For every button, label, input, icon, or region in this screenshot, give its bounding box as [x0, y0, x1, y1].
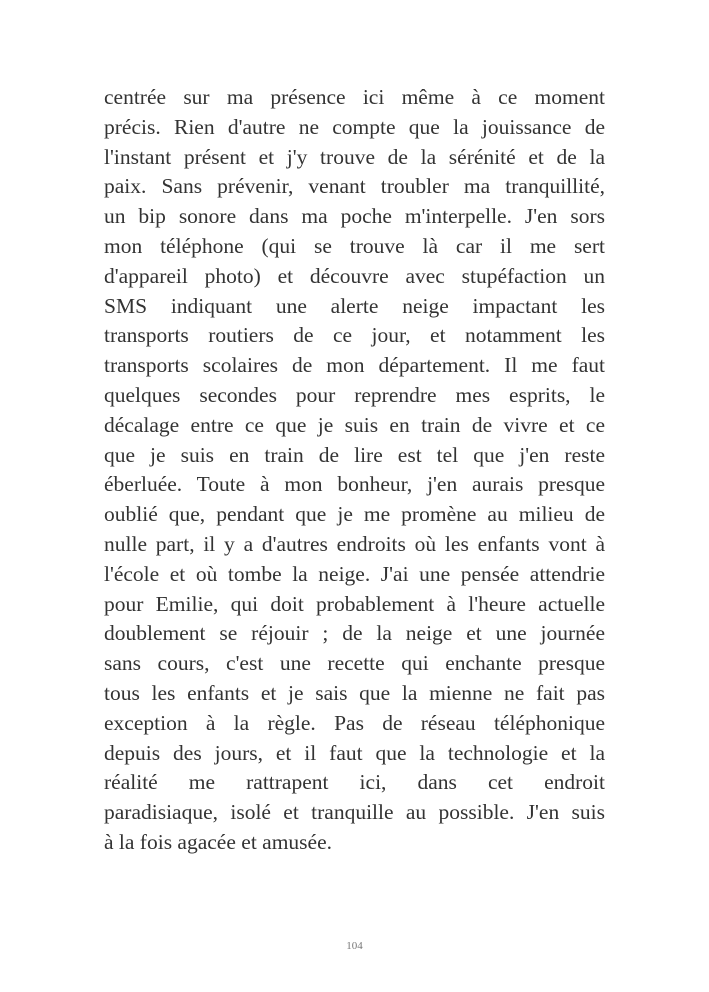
text-line: sans cours, c'est une recette qui enchante presque: [104, 651, 605, 676]
text-line: doublement se réjouir ; de la neige et une journée: [104, 621, 605, 646]
text-line: nulle part, il y a d'autres endroits où les enfants vont à: [104, 531, 605, 556]
text-line: que je suis en train de lire est tel que j'en reste: [104, 442, 605, 467]
text-line: l'école et où tombe la neige. J'ai une pensée attendrie: [104, 561, 605, 586]
body-text: [104, 83, 605, 858]
text-line: oublié que, pendant que je me promène au milieu de: [104, 502, 605, 527]
text-line: précis. Rien d'autre ne compte que la jouissance de: [104, 114, 605, 139]
text-line: quelques secondes pour reprendre mes esprits, le: [104, 382, 605, 407]
text-line: transports scolaires de mon département. Il me faut: [104, 353, 605, 378]
text-line: décalage entre ce que je suis en train de vivre et ce: [104, 412, 605, 437]
text-line: pour Emilie, qui doit probablement à l'heure actuelle: [104, 591, 605, 616]
text-line: l'instant présent et j'y trouve de la sérénité et de la: [104, 144, 605, 169]
text-line: paradisiaque, isolé et tranquille au possible. J'en suis: [104, 800, 605, 825]
text-line-last: à la fois agacée et amusée.: [104, 829, 333, 854]
text-line: un bip sonore dans ma poche m'interpelle. J'en sors: [104, 204, 605, 229]
text-line: tous les enfants et je sais que la mienne ne fait pas: [104, 680, 605, 705]
text-line: transports routiers de ce jour, et notamment les: [104, 323, 605, 348]
text-line: mon téléphone (qui se trouve là car il me sert: [104, 233, 605, 258]
text-line: depuis des jours, et il faut que la technologie et la: [104, 740, 605, 765]
text-line: paix. Sans prévenir, venant troubler ma tranquillité,: [104, 174, 605, 199]
text-line: d'appareil photo) et découvre avec stupéfaction un: [104, 263, 605, 288]
text-line: centrée sur ma présence ici même à ce moment: [104, 85, 605, 109]
text-line: réalité me rattrapent ici, dans cet endroit: [104, 770, 605, 795]
text-line: éberluée. Toute à mon bonheur, j'en aurais presque: [104, 472, 605, 497]
text-line: SMS indiquant une alerte neige impactant les: [104, 293, 605, 318]
text-line: exception à la règle. Pas de réseau téléphonique: [104, 710, 605, 735]
page-number: 104: [346, 940, 363, 952]
